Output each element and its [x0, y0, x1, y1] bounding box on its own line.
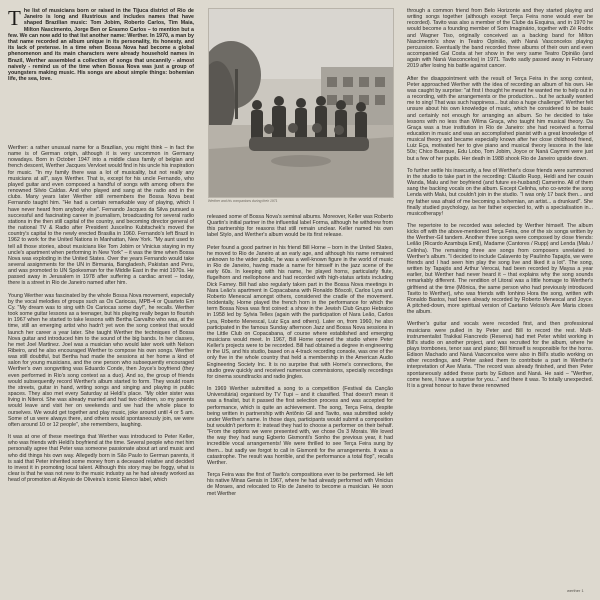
text-column-right	[407, 8, 593, 389]
text-column-middle	[207, 214, 393, 497]
paragraph: Terça Feira was the first of Tavito's compositions ever to be performed. He left his native Minas Gerais in 1967, where he had already performed with Vinicius de Moraes, and relocated to Rio de Janeiro to become a musician. He soon met Werther	[207, 472, 393, 497]
page-number: werther 1	[567, 588, 584, 593]
band-photo	[208, 8, 394, 198]
intro-paragraph	[8, 8, 194, 82]
paragraph: In 1969 Werther submitted a song to a competition (Festival da Canção Universitária) organised by TV Tupi – and it classified. That doesn't mean it was a finalist, but it passed the first selection process and was accepted for performance, which is quite an achievement. The song, Terça Feira, despite being written in partnership with Antônio Gil and Tavito, was submitted solely under Werther's name. In those days, participants would submit a composition but wouldn't perform it: instead they had to choose a performer on their behalf. "From the options we were presented with, we chose Os 3 Morais. We loved the way they had sung Egberto Gismonti's Sonho the previous year, it had incredible vocal arrangements! We were thrilled to see Terça Feira sung by them... but sadly we forgot to call in Gismonti for the arrangements. It was a catastrophe. The result was horrible, and the performance a total flop", recalls Werther.	[207, 386, 393, 466]
paragraph: released some of Bossa Nova's seminal albums. Moreover, Keller was Roberto Quartin's initial partner in the influential label Forma, although he withdrew from this partnership for reasons that still remain unclear. Keller named his own label Stylo, and Werther's album would be its first release.	[207, 214, 393, 239]
paragraph: Werther's guitar and vocals were recorded first, and then professional musicians were pulled in by Peter and Bill to record the rest. Multi-instrumentalist Trakikal Fiancredo (Reserva) had met Peter whilst working in Bill's studio on another project, and was recruited for the album, where he plays trombones, tenor sax and piano; Bill himself is responsible for the horns. Edison Machado and Naná Vasconcelos were also in Bill's studio working on other recordings, and Peter asked them to contribute a part in Werther's interpretation of Ave Maria. "The record was already finished, and then Peter spontaneously added these parts by Edison and Naná. He said – "Werther, come here, I have a surprise for you..." and there it was. To totally unexpected. It is a great honour to have these renowned	[407, 321, 593, 389]
intro-text: he list of musicians born or raised in the Tijuca district of Rio de Janeiro is long and illustrious and includes names that have shaped Brazilian music: Tom Jobim, Roberto Carlos, Tim Maia, Milton Nascimento, Jorge Ben or Erasmo Carlos – to mention but a few. We can now add to that list another name: Werther. In 1970, a man by that name recorded an album unique in its personality, its honesty, and its lack of pretense. In a time when Bossa Nova had become a global phenomenon and its main characters were already household names in Brazil, Werther assembled a collection of songs that uncannily - almost naively - remind us of the time when Bossa Nova was just a group of youngsters making music. His songs are about simple things: bohemian life, the sea, love.	[8, 8, 194, 83]
text-column-left	[8, 145, 194, 483]
paragraph: The repertoire to be recorded was selected by Werther himself. The album kicks off with the above-mentioned Terça Feira, one of the six songs written by the Werther-Gil tandem. Another three songs were composed by close friends: Leilão (Ricardo Azambuja Emil), Madame (Cantores / Rupp) and Lenda (Malu / Celinha). The remaining three are songs from composers unrelated to Werther's album. "I decided to include Calavento by Paulinho Tapajós, we were friends and I had seen him play the song live and liked it a lot". The song, written by Tapajós and Arthur Verocai, had been recorded by Maysa a year earlier, but Werther had never heard it – that explains why the song sounds remarkably different. The rendition of Litoral was a little homage to Werther's girlfriend at the time (Mônica, the same person who had previously introduced Tavito to Werther), who was friends with Ionhino Hora the song, written with Ronaldo Bastos, had been already recorded by Roberto Menescal and Joyce. A pitched-down, more spiritual version of Caetano Veloso's Ave Maria closes the album.	[407, 223, 593, 316]
photo-caption: Werther and his companions during their 1971	[208, 199, 278, 203]
paragraph: through a common friend from Belo Horizonte and they started playing and writing songs together (although except Terça Feira none would ever be recorded). Tavito was also a member of the Clube da Esquina, and in 1970 he would become a founding member of Som Imaginário, together with Zé Rodrix and Wagner Tiso, originally conceived as a backing band for Milton Nascimento's show in Teatro Opinião, with Naná Vasconcelos playing percussion. Eventually the band recorded three albums of their own and even accompanied Gal Costa at her show in the very same Teatro Opinião (and again with Naná Vasconcelos) in 1971. Tavito sadly passed away in February 2019 after losing his battle against cancer.	[407, 8, 593, 70]
paragraph: Werther: a rather unusual name for a Brazilian, you might think – in fact the name is of German origin, although it is very uncommon in Germany nowadays. Born in October 1947 into a middle class family of belgian and french descent, Werther Jacques Vervloet would find in his uncle his inspiration for music. "In my family there was a lot of musicality, but not really any musicians at all", says Werther. That is, except for his uncle Fernando, who played guitar and even composed a handful of songs with among others the renowned Silvio Caldas. And who played and sang at the radio and in the clubs. Many years later Werther still remembers the Bossa Nova beat Fernando taught him. "He had a certain remarkable way of playing, which I have never heard from anybody else". Fernando Jacques da Silva pursued a successful and fascinating career in journalism, broadcasting for several radio stations in the then still capital of the country, and becoming director general of the national TV & Radio after President Juscelino Kubitschek's moved the country's capital to the newly erected Brasilia in 1960. Fernando's left Brazil in 1962 to work for the United Nations in Manhattan, New York. "My aunt used to tell all those stories, about musicians like Tom Jobim or Vinicius staying in my uncle's apartment when performing in New York" – it was the time when Bossa Nova was exploding in the United States. Over the years Fernando would take several assignments for the UN in Birmania, Bangladesh, Pakistan and Peru, and was promoted to UN Spokesman for the Middle East in the mid 1970s. He passed away in Jerusalem in 1978 after suffering a cardiac arrest – today, there is a street in Rio de Janeiro named after him.	[8, 145, 194, 287]
paragraph: Young Werther was fascinated by the whole Bossa Nova movement, especially by the vocal melodies of groups such as Os Cariocas, MPB-4 or Quarteto Em Cy. "My dream was to sing with Os Cariocas some day!", he recalls. Werther took some guitar lessons as a teenager, but his playing really began to flourish in 1967 when he started to take lessons with Bertha Carvalho who was, at the time, still an emerging artist who hadn't yet won the song contest that would launch her career a year later. She taught Werther the techniques of Bossa Nova guitar and introduced him to the sound of the big bands. In her classes, he met Joel Martinez. Joel was a musician who would later work with Nelson Ribeiro, and he also encouraged Werther to compose his own songs. Werther was still doubtful, but Bertha had made the sessions at her home a kind of salon for young musicians, and the one person who subsequently encouraged Werther's own songwriting was Eduardo Conde, then Joyce's boyfriend (they even performed in Rio's song contest as a duo). And so, the group of friends would subsequently record Werther's album started to form. They would roam the streets, guitar in hand, writing songs and singing and playing in public spaces. They also met every Saturday at Heldi's place. "My older sister was living in Niteroi. She was already married and had two children, so my parents would leave and visit her on weekends and we had the whole place to ourselves. We would get together and play music, joke around until 4 or 5 am. Some of us were always there, and others would spontaneously join, we were often around 10 or 12 people", she remembers, laughing.	[8, 292, 194, 428]
paragraph: It was at one of these meetings that Werther was introduced to Peter Keller, who was friends with Heldi's boyfriend at the time. Several people who met him personally agree that Peter was someone passionate about art and music and who did things his own way. Allegedly born in São Paulo to German parents, it is said that Peter inherited some money from a deceased relative and decided to invest it in promoting local talent. Although this story may be foggy, what is clear is that he was not new to the music industry as he had already worked as head of promotion at Aloysio de Oliveira's iconic Elenco label, which	[8, 434, 194, 484]
drop-cap: T	[8, 6, 21, 30]
paragraph: Peter found a good partner in his friend Bill Horne – born in the United States, he moved to Rio de Janeiro at an early age, and although his name remained unknown to the wider public, he was a well-known figure in the world of music in Rio de Janeiro, having made a name for himself in the jazz scene of the early 60s. In keeping with his name, he played horns, particularly flute, flugelhorn and mellophone and had recorded with high-status artists including Dick Farney. Bill had also regularly taken part in the Bossa Nova meetings in Nara Leão's apartment in Copacabana with Ronaldo Bôscoli, Carlos Lyra and Roberto Menescal amongst others, considered the cradle of the movement. Incidentally, Horne played the french horn in the performance for which the term Bossa Nova was first coined: a show in the Jewish Club Grupo Hebraico in 1958 led by Sylvia Telles (again with the participation of Nara Leão, Carlos Lyra, Roberto Menescal, Luiz Eça and others). Later on, from 1960, he also participated in the famous Sunday afternoon Jazz and Bossa Nova sessions in the Little Club on Copacabana, of course where established and emerging musicians would meet. In 1967, Bill Horne opened the studio where Peter Keller's projects were to be recorded. Bill had obtained a degree in engineering in the US, and his studio, based on a 4-track recording console, was one of the only five in the whole country that held a membership in the American Audio Engineering Society Inc. It is no surprise that with Horne's connections, the studio grew quickly and received numerous commissions, specially recordings for cinema soundtracks and radio jingles.	[207, 244, 393, 380]
paragraph: To further settle his insecurity, a few of Werther's close friends were summoned in the studio to take part in the recording: Cláudio Ruop, Heldi and her cousin Wanda, Malu and her boyfriend (and future ex-husband) Camerino. All of them sang the backing vocals on the album. Except Celinha, who co-wrote the song Lenda with Malu, but couldn't join in the studio. "I was only 17 back then... and my father was afraid of me becoming a bohemian, an artist... a drunkard". She finally studied psychology, as her father expected to, with a specialisation in... musicotherapy!	[407, 167, 593, 217]
paragraph: After the disappointment with the result of Terça Feira in the song contest, Peter approached Werther with the idea of recording an album of his own. He was caught by surprise: "at first I thought he meant he wanted me to help out in a recording, with the arrangements or the production... but he actually wanted me to sing! That was such happiness... but also a huge challenge". Werther felt unsure about his own knowledge of music, which he considered to be basic and certainly not enough for arranging an album. So he decided to take lessons with no less than Wilma Graça, who taught him musical theory. Da Graça was a true institution in Rio de Janeiro: she had received a formal education in music and was an accomplished pianist with a great knowledge of musical theory and became especially known after her close childhood friend, Luiz Eça, motivated her to give piano and musical theory lessons in the late 50s; Chico Buarque, Edu Lobo, Tom Jobim, Joyce or Naná Caymmi were just but a few of her pupils. Her death in 1988 shook Rio de Janeiro upside down.	[407, 75, 593, 162]
